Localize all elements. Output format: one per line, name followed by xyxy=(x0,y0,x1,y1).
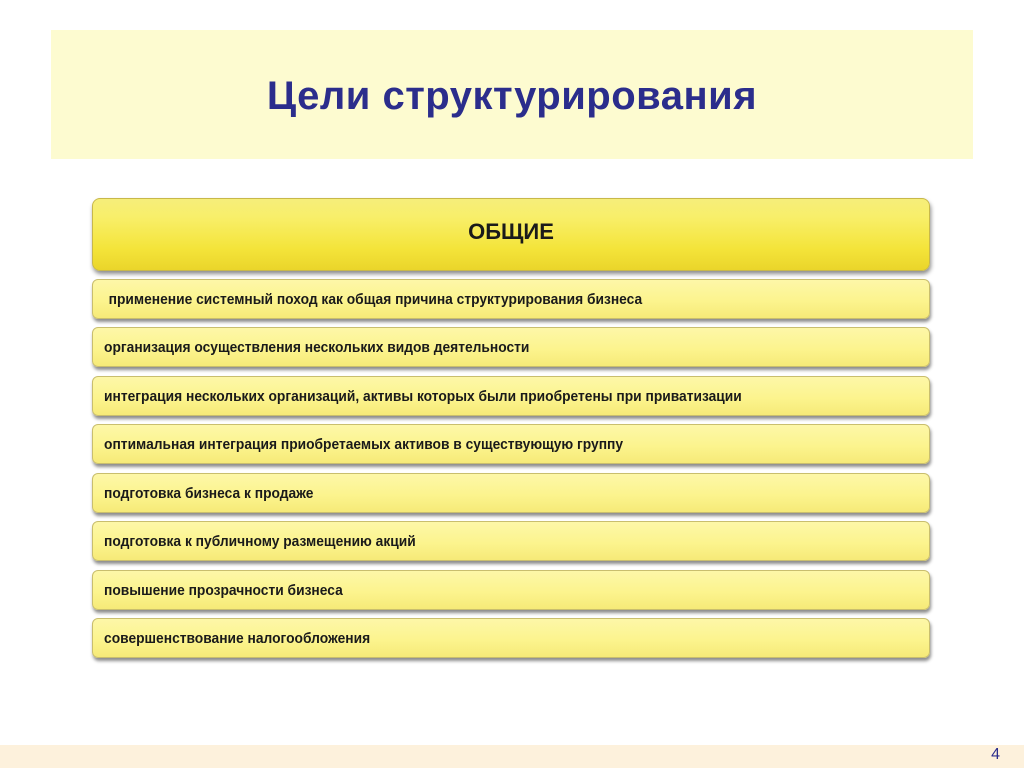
goal-item-label: оптимальная интеграция приобретаемых активов в существующую группу xyxy=(104,435,624,453)
goal-item-label: интеграция нескольких организаций, активы которых были приобретены при приватизации xyxy=(104,387,742,405)
goal-item-label: подготовка бизнеса к продаже xyxy=(104,484,314,502)
page-number: 4 xyxy=(991,746,1000,763)
category-header-label: ОБЩИЕ xyxy=(468,218,554,244)
goal-item-label: совершенствование налогообложения xyxy=(104,629,371,647)
category-header-box xyxy=(92,198,930,271)
goal-item xyxy=(92,327,930,367)
goal-item-label: подготовка к публичному размещению акций xyxy=(104,532,416,550)
goal-item xyxy=(92,424,930,464)
goal-item xyxy=(92,618,930,658)
goal-item xyxy=(92,376,930,416)
slide-title: Цели структурирования xyxy=(266,74,758,118)
goal-item-label: повышение прозрачности бизнеса xyxy=(104,581,343,599)
goal-item-label: организация осуществления нескольких видов деятельности xyxy=(104,338,530,356)
goal-item xyxy=(92,521,930,561)
goal-item xyxy=(92,473,930,513)
goal-item xyxy=(92,279,930,319)
goal-item-label: применение системный поход как общая причина структурирования бизнеса xyxy=(108,290,643,308)
goal-item xyxy=(92,570,930,610)
footer-band xyxy=(0,745,1024,768)
